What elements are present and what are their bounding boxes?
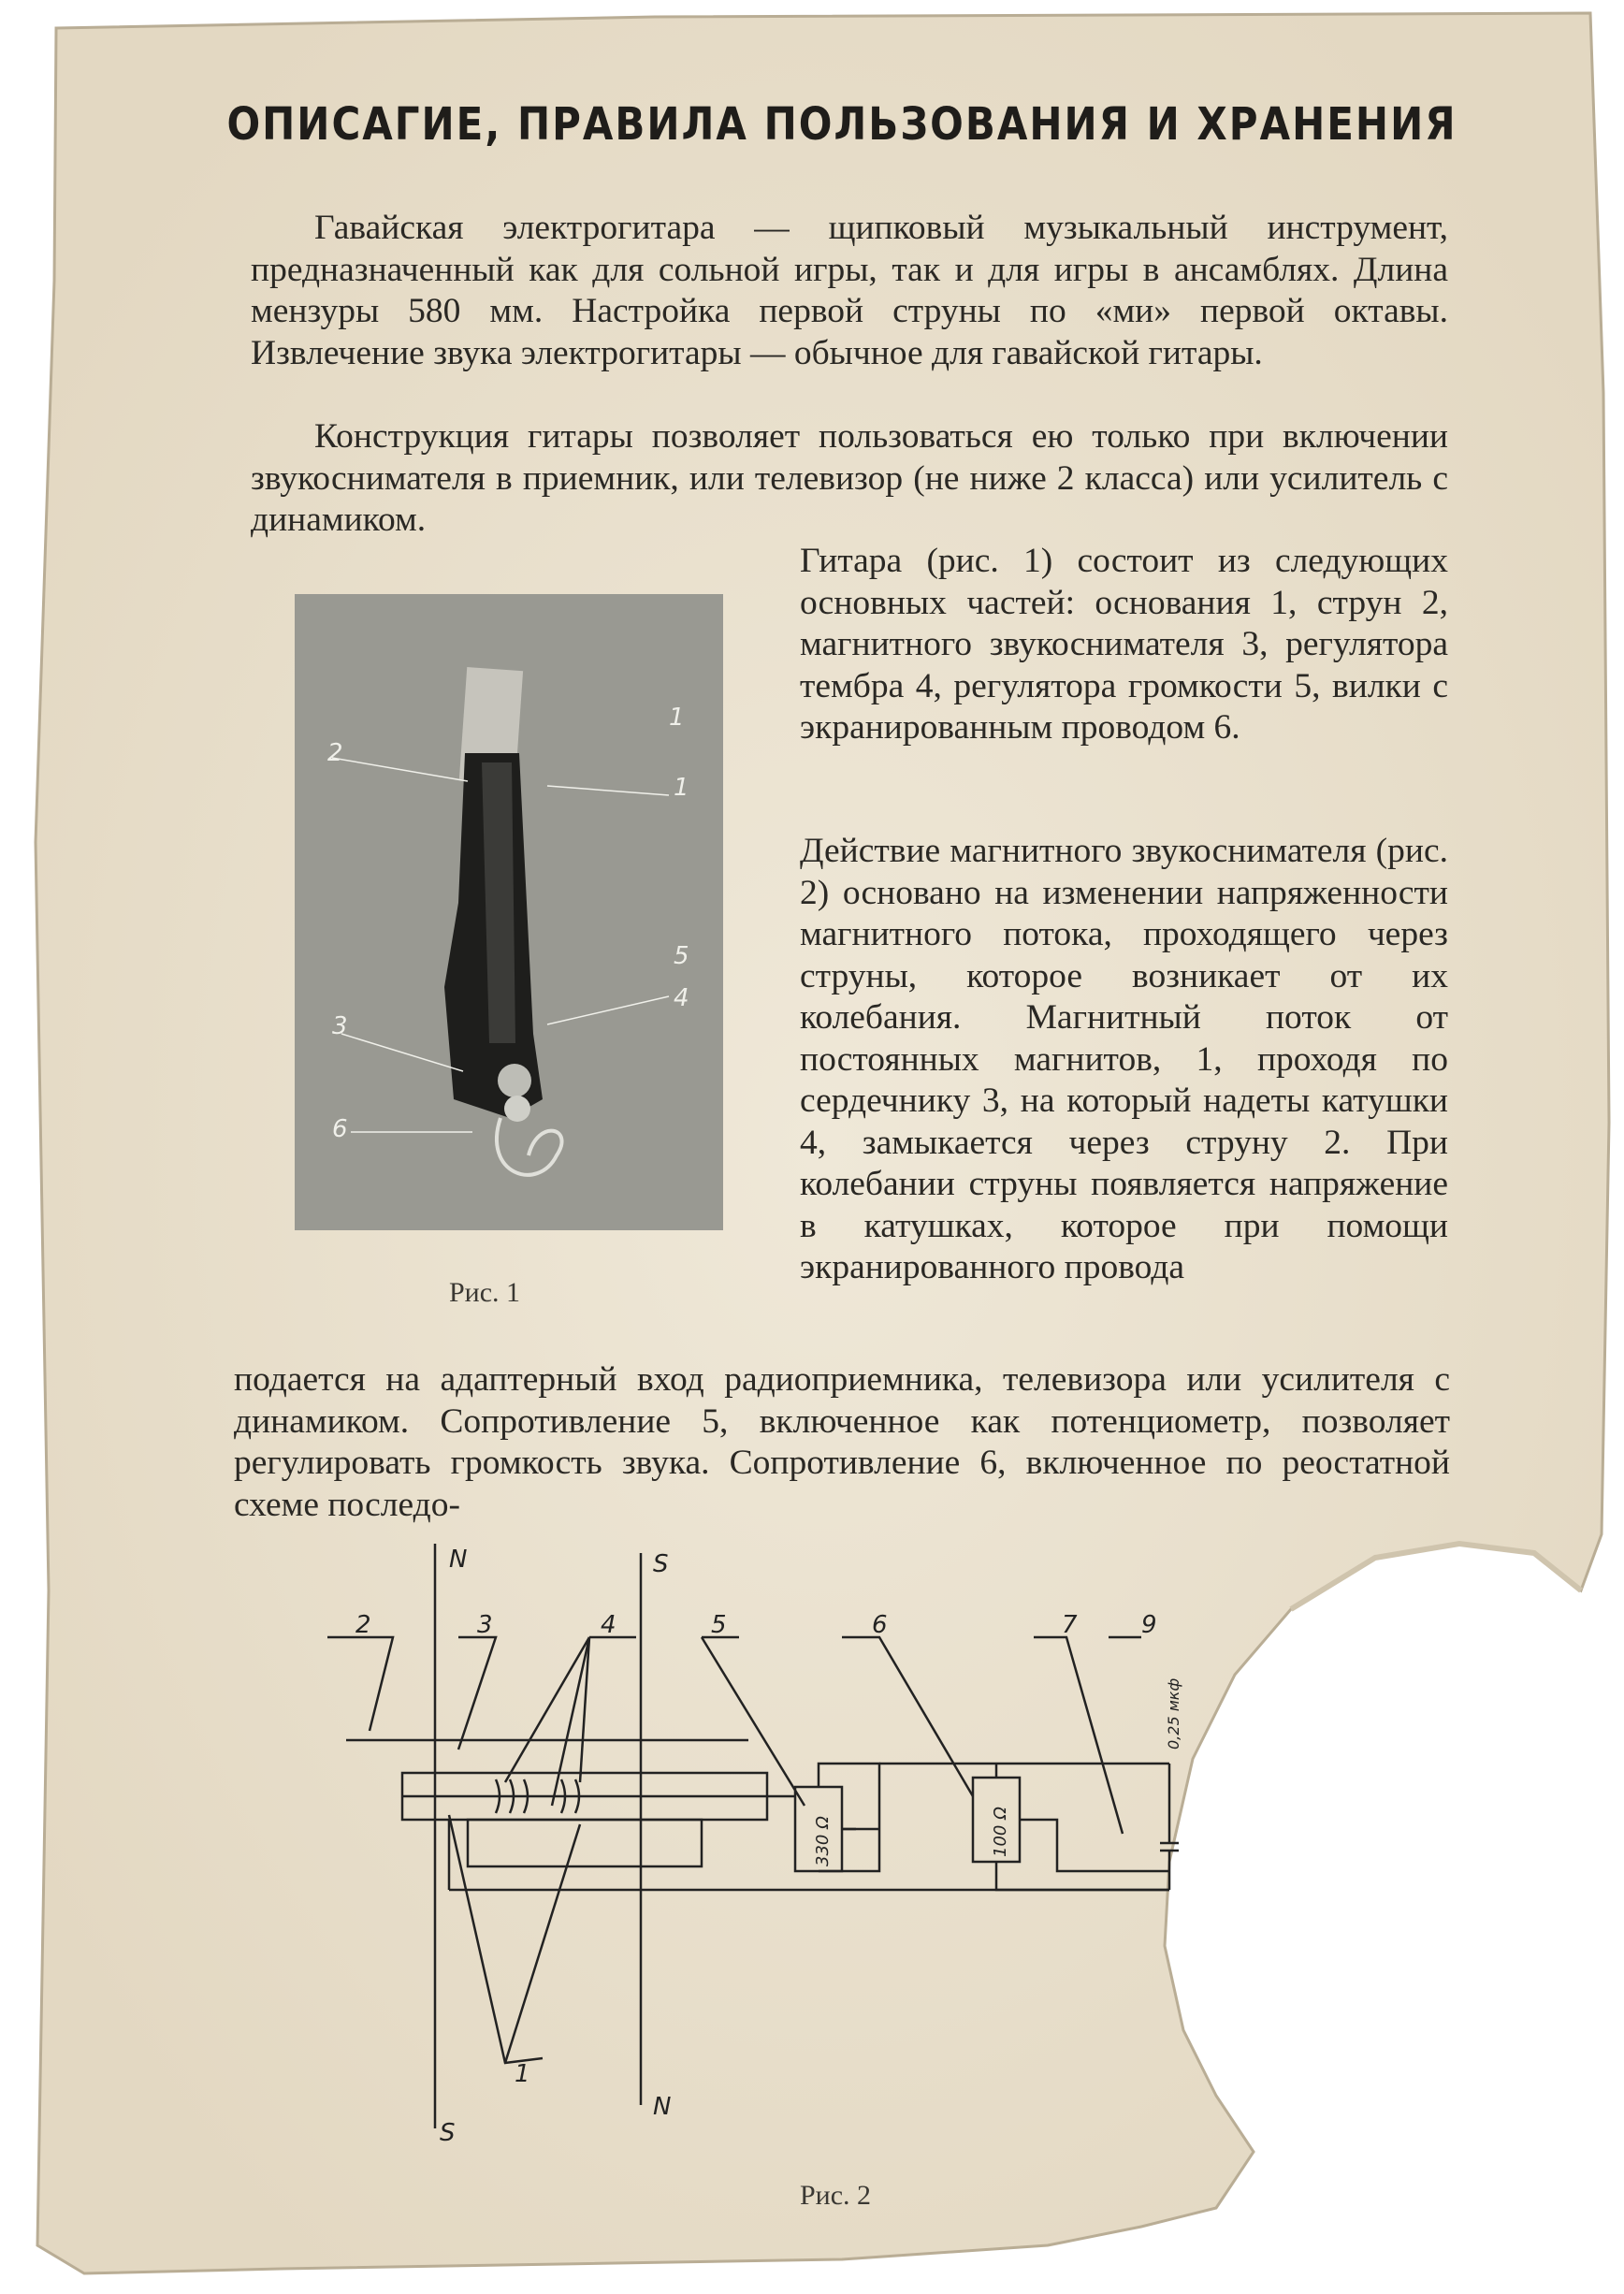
paragraph-parts-text: Гитара (рис. 1) состоит из следующих основных частей: основания 1, струн 2, магнитного звукоснимателя 3, регулятора тембра 4, регулятора громкости 5, вилки с экранированным проводом 6. <box>800 542 1448 747</box>
paragraph-parts <box>800 541 1448 749</box>
capacitor-label: 0,25 мкф <box>1165 1677 1182 1750</box>
paragraph-construction-text: Конструкция гитары позволяет пользоваться ею только при включении звукоснимателя в приемник, или телевизор (не ниже 2 класса) или усилитель с динамиком. <box>251 417 1448 539</box>
photo-label-5: 5 <box>674 942 689 970</box>
paragraph-intro-text: Гавайская электрогитара — щипковый музыкальный инструмент, предназначенный как для сольной игры, так и для игры в ансамблях. Длина мензуры 580 мм. Настройка первой струны по «ми» первой октавы. Извлечение звука электрогитары — обычное для гавайской гитары. <box>251 209 1448 372</box>
resistor-1-label: 330 Ω <box>813 1816 833 1866</box>
photo-label-3: 3 <box>332 1012 348 1040</box>
photo-label-2: 2 <box>327 739 343 767</box>
paragraph-resistors <box>234 1359 1450 1526</box>
paragraph-intro <box>251 208 1448 374</box>
diagram-label-2: 2 <box>355 1611 371 1639</box>
pole-label-s-bottom: S <box>440 2119 456 2147</box>
pole-label-s-top: S <box>653 1550 669 1578</box>
photo-label-3-right: 1 <box>674 774 689 802</box>
paragraph-construction <box>251 416 1448 542</box>
pickup-wiring-diagram <box>318 1534 1197 2152</box>
paragraph-pickup <box>800 831 1448 1289</box>
diagram-label-1: 1 <box>515 2060 530 2088</box>
diagram-label-4: 4 <box>601 1611 616 1639</box>
diagram-label-5: 5 <box>711 1611 727 1639</box>
photo-label-4: 4 <box>674 984 689 1012</box>
resistor-2-label: 100 Ω <box>991 1807 1010 1857</box>
diagram-label-7: 7 <box>1062 1611 1078 1639</box>
figure-2-caption: Рис. 2 <box>800 2180 872 2211</box>
photo-label-6: 6 <box>332 1115 348 1143</box>
diagram-label-6: 6 <box>872 1611 888 1639</box>
guitar-photo <box>295 594 723 1230</box>
diagram-label-9: 9 <box>1141 1611 1157 1639</box>
paragraph-resistors-text: подается на адаптерный вход радиоприемника, телевизора или усилителя с динамиком. Сопротивление 5, включенное как потенциометр, позволяет регулировать громкость звука. Сопротивление 6, включенное по реостатной схеме последо- <box>234 1360 1450 1524</box>
photo-label-1: 1 <box>669 704 685 732</box>
pole-label-n-bottom: N <box>653 2093 672 2121</box>
page-title: ОПИСАГИЕ, ПРАВИЛА ПОЛЬЗОВАНИЯ И ХРАНЕНИЯ <box>226 97 1457 151</box>
figure-1-caption: Рис. 1 <box>449 1277 521 1308</box>
pole-label-n-top: N <box>449 1546 468 1574</box>
paragraph-pickup-text: Действие магнитного звукоснимателя (рис. 2) основано на изменении напряженности магнитного потока, проходящего через струны, которое возникает от их колебания. Магнитный поток от постоянных магнитов, 1, проходя по сердечнику 3, на который надеты катушки 4, замыкается через струну 2. При колебании струны появляется напряжение в катушках, которое при помощи экранированного провода <box>800 832 1448 1286</box>
diagram-label-3: 3 <box>477 1611 493 1639</box>
